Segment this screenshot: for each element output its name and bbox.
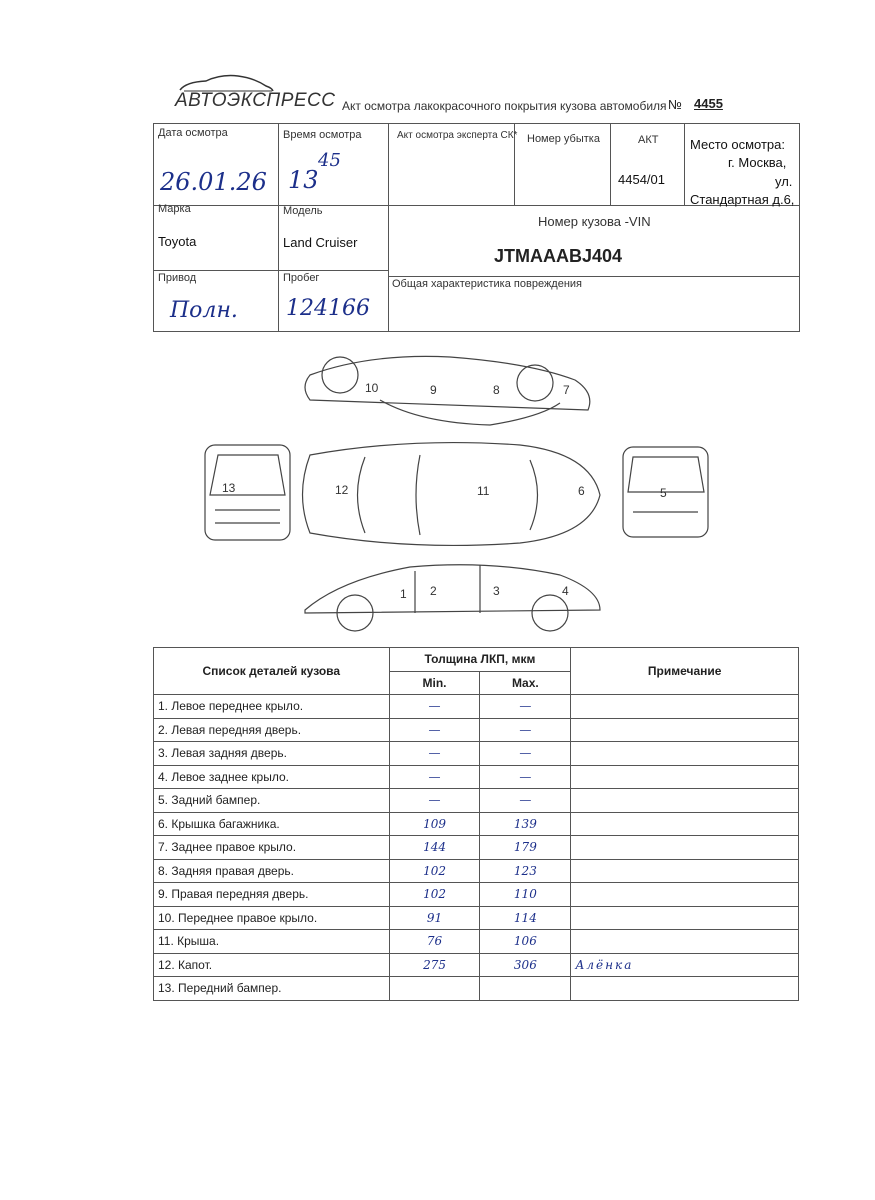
time-label: Время осмотра bbox=[283, 129, 362, 141]
place-line2: ул. bbox=[775, 174, 793, 189]
mileage-value: 124166 bbox=[286, 296, 370, 321]
table-row bbox=[154, 859, 799, 883]
diagram-number-8: 8 bbox=[493, 383, 500, 397]
min-value bbox=[389, 977, 480, 1001]
vin-value: JTMAAABJ404 bbox=[494, 246, 623, 266]
place-label: Место осмотра: bbox=[690, 137, 785, 152]
col-note-header: Примечание bbox=[571, 648, 799, 695]
table-row bbox=[154, 812, 799, 836]
act-value: 4454/01 bbox=[618, 172, 665, 187]
brand-value: Toyota bbox=[158, 234, 197, 249]
part-name: 4. Левое заднее крыло. bbox=[154, 765, 390, 789]
max-value: 106 bbox=[480, 930, 571, 954]
max-value: — bbox=[480, 742, 571, 766]
loss-number-label: Номер убытка bbox=[527, 133, 600, 145]
part-name: 1. Левое переднее крыло. bbox=[154, 695, 390, 719]
min-value: 102 bbox=[389, 859, 480, 883]
diagram-number-3: 3 bbox=[493, 584, 500, 598]
min-value: 76 bbox=[389, 930, 480, 954]
max-value: 306 bbox=[480, 953, 571, 977]
note-value bbox=[571, 765, 799, 789]
max-value: — bbox=[480, 789, 571, 813]
drive-label: Привод bbox=[158, 272, 197, 284]
part-name: 5. Задний бампер. bbox=[154, 789, 390, 813]
table-row bbox=[154, 718, 799, 742]
min-value: — bbox=[389, 718, 480, 742]
min-value: — bbox=[389, 695, 480, 719]
max-value: 114 bbox=[480, 906, 571, 930]
part-name: 10. Переднее правое крыло. bbox=[154, 906, 390, 930]
place-line1: г. Москва, bbox=[728, 155, 787, 170]
min-value: — bbox=[389, 742, 480, 766]
min-value: — bbox=[389, 789, 480, 813]
time-hours: 13 bbox=[288, 166, 319, 194]
table-row bbox=[154, 836, 799, 860]
drive-value: Полн. bbox=[170, 298, 238, 323]
note-value: Алёнка bbox=[571, 953, 799, 977]
note-value bbox=[571, 742, 799, 766]
date-value: 26.01.26 bbox=[160, 168, 267, 196]
note-value bbox=[571, 930, 799, 954]
diagram-number-13: 13 bbox=[222, 481, 236, 495]
diagram-number-9: 9 bbox=[430, 383, 437, 397]
max-value bbox=[480, 977, 571, 1001]
max-value: — bbox=[480, 695, 571, 719]
part-name: 13. Передний бампер. bbox=[154, 977, 390, 1001]
col-parts-header: Список деталей кузова bbox=[154, 648, 390, 695]
part-name: 9. Правая передняя дверь. bbox=[154, 883, 390, 907]
part-name: 6. Крышка багажника. bbox=[154, 812, 390, 836]
max-value: 139 bbox=[480, 812, 571, 836]
table-row bbox=[154, 953, 799, 977]
diagram-number-4: 4 bbox=[562, 584, 569, 598]
note-value bbox=[571, 859, 799, 883]
part-name: 2. Левая передняя дверь. bbox=[154, 718, 390, 742]
date-label: Дата осмотра bbox=[158, 127, 228, 139]
act-label: АКТ bbox=[638, 134, 659, 146]
min-value: 275 bbox=[389, 953, 480, 977]
note-value bbox=[571, 906, 799, 930]
max-value: 179 bbox=[480, 836, 571, 860]
table-row bbox=[154, 883, 799, 907]
parts-table bbox=[153, 647, 799, 1001]
diagram-number-2: 2 bbox=[430, 584, 437, 598]
min-value: 102 bbox=[389, 883, 480, 907]
table-row bbox=[154, 977, 799, 1001]
min-value: 109 bbox=[389, 812, 480, 836]
max-value: — bbox=[480, 765, 571, 789]
document-title: Акт осмотра лакокрасочного покрытия кузова автомобиля bbox=[342, 99, 667, 113]
col-max-header: Max. bbox=[480, 671, 571, 695]
time-minutes: 45 bbox=[318, 150, 341, 171]
table-row bbox=[154, 789, 799, 813]
max-value: 110 bbox=[480, 883, 571, 907]
table-row bbox=[154, 906, 799, 930]
part-name: 8. Задняя правая дверь. bbox=[154, 859, 390, 883]
min-value: — bbox=[389, 765, 480, 789]
diagram-number-11: 11 bbox=[477, 484, 490, 498]
model-label: Модель bbox=[283, 205, 323, 217]
expert-label: Акт осмотра эксперта СК* bbox=[397, 130, 518, 141]
table-row bbox=[154, 742, 799, 766]
diagram-number-12: 12 bbox=[335, 483, 349, 497]
note-value bbox=[571, 695, 799, 719]
table-row bbox=[154, 695, 799, 719]
mileage-label: Пробег bbox=[283, 272, 320, 284]
place-line3: Стандартная д.6, bbox=[690, 192, 795, 207]
col-min-header: Min. bbox=[389, 671, 480, 695]
table-row bbox=[154, 930, 799, 954]
note-value bbox=[571, 789, 799, 813]
company-logo: АВТОЭКСПРЕСС bbox=[175, 90, 336, 111]
vin-label: Номер кузова -VIN bbox=[538, 214, 651, 229]
number-label: № bbox=[668, 97, 682, 112]
note-value bbox=[571, 977, 799, 1001]
diagram-number-1: 1 bbox=[400, 587, 407, 601]
max-value: — bbox=[480, 718, 571, 742]
model-value: Land Cruiser bbox=[283, 235, 358, 250]
min-value: 91 bbox=[389, 906, 480, 930]
diagram-number-6: 6 bbox=[578, 484, 585, 498]
part-name: 12. Капот. bbox=[154, 953, 390, 977]
note-value bbox=[571, 883, 799, 907]
table-row bbox=[154, 765, 799, 789]
damage-label: Общая характеристика повреждения bbox=[392, 278, 583, 290]
note-value bbox=[571, 812, 799, 836]
max-value: 123 bbox=[480, 859, 571, 883]
document-number: 4455 bbox=[694, 96, 723, 111]
diagram-number-7: 7 bbox=[563, 383, 570, 397]
note-value bbox=[571, 836, 799, 860]
brand-label: Марка bbox=[158, 203, 191, 215]
part-name: 11. Крыша. bbox=[154, 930, 390, 954]
min-value: 144 bbox=[389, 836, 480, 860]
part-name: 3. Левая задняя дверь. bbox=[154, 742, 390, 766]
diagram-number-5: 5 bbox=[660, 486, 667, 500]
note-value bbox=[571, 718, 799, 742]
diagram-number-10: 10 bbox=[365, 381, 379, 395]
part-name: 7. Заднее правое крыло. bbox=[154, 836, 390, 860]
col-thickness-header: Толщина ЛКП, мкм bbox=[389, 648, 571, 672]
